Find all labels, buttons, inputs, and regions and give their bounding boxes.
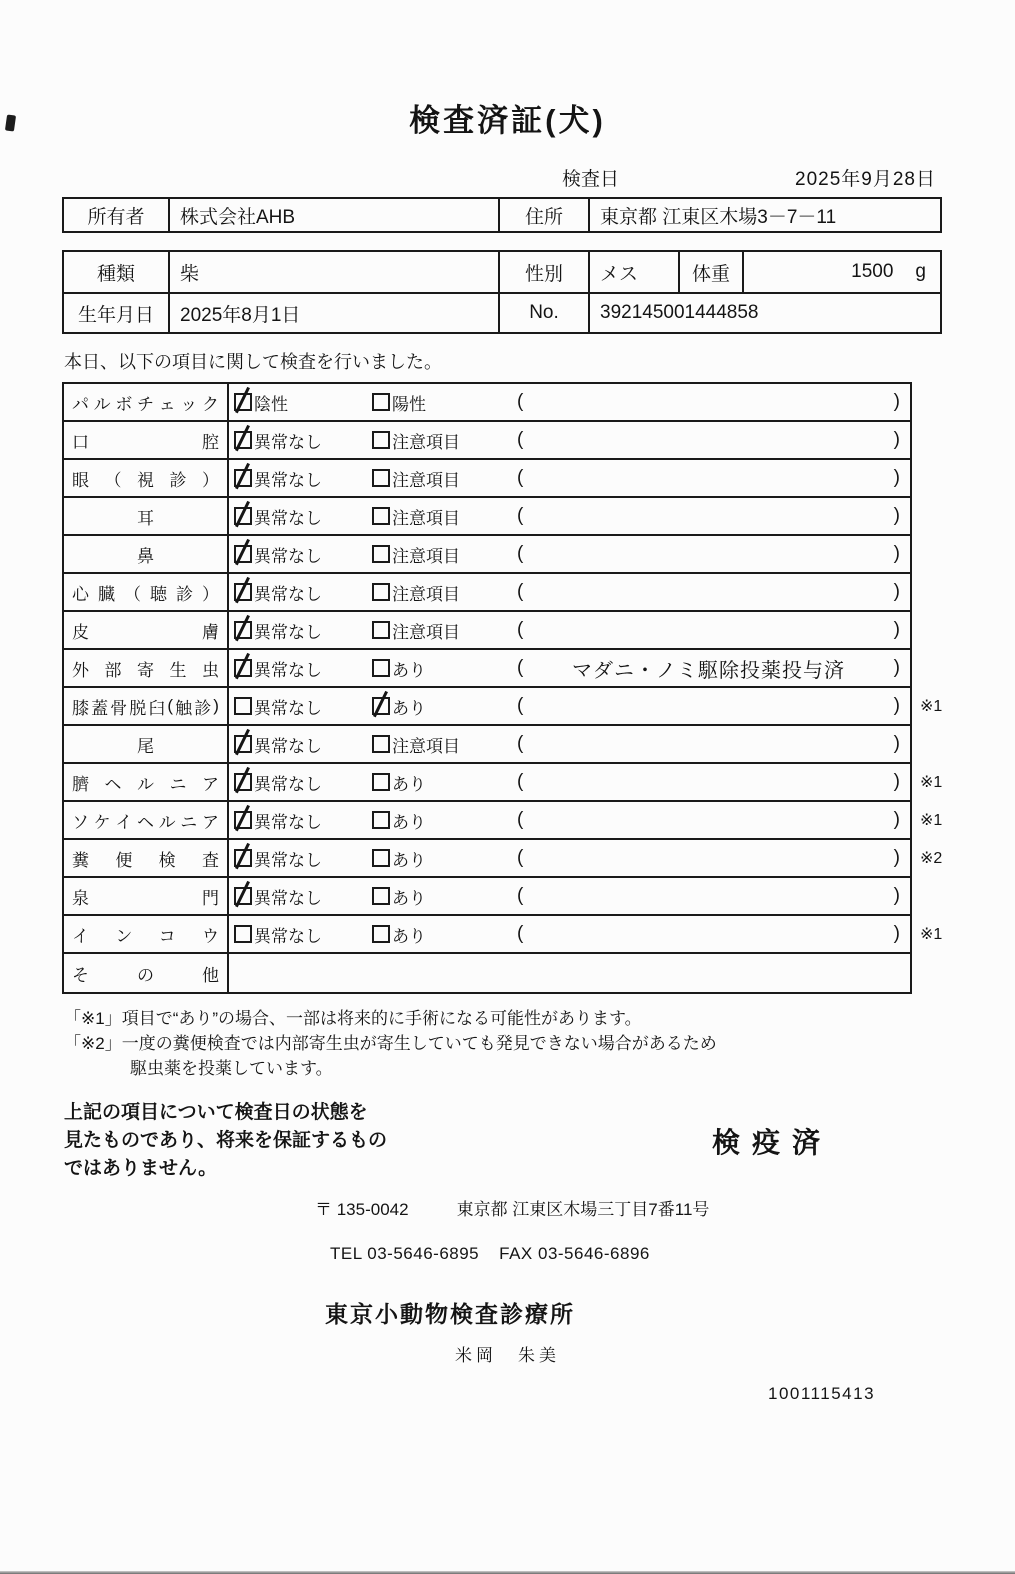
- inspection-option: [234, 428, 372, 453]
- sex-label: 性別: [498, 252, 588, 292]
- inspection-option: [234, 922, 372, 947]
- option-label: 異常なし: [254, 622, 322, 642]
- inspection-option: [234, 808, 372, 833]
- breed-value: 柴: [168, 252, 498, 292]
- checkbox-icon: [372, 507, 390, 525]
- option-label: 注意項目: [392, 546, 460, 566]
- open-paren: (: [517, 733, 524, 754]
- inspection-row: [64, 802, 943, 840]
- inspection-item-label: イ ン コ ウ: [64, 916, 229, 952]
- open-paren: (: [517, 581, 524, 602]
- option-label: 注意項目: [392, 736, 460, 756]
- inspection-note: [507, 612, 910, 648]
- inspection-options: [229, 916, 507, 952]
- open-paren: (: [517, 847, 524, 868]
- birth-label: 生年月日: [77, 304, 154, 326]
- checkbox-checked-icon: [234, 507, 252, 525]
- inspection-options: [229, 878, 507, 914]
- inspection-item-label: 泉 門: [64, 878, 229, 914]
- inspection-option: [372, 656, 426, 681]
- checkbox-checked-icon: [234, 735, 252, 753]
- checkbox-icon: [372, 849, 390, 867]
- option-label: 異常なし: [254, 774, 322, 794]
- inspection-note: [507, 726, 910, 762]
- open-paren: (: [517, 695, 524, 716]
- remark-marker: ※1: [920, 698, 943, 715]
- option-label: 注意項目: [392, 508, 460, 528]
- inspection-row: [64, 954, 910, 992]
- inspection-item-label: 口 腔: [64, 422, 229, 458]
- checkbox-checked-icon: [234, 887, 252, 905]
- inspection-row: [64, 574, 910, 612]
- intro-text: 本日、以下の項目に関して検査を行いました。: [64, 352, 442, 372]
- inspection-option: [234, 580, 372, 605]
- inspection-options: [229, 460, 507, 496]
- disclaimer-line-2: 見たものであり、将来を保証するもの: [64, 1130, 388, 1151]
- address-label: 住所: [498, 199, 588, 231]
- clinic-name: 東京小動物検査診療所: [325, 1301, 575, 1327]
- open-paren: (: [517, 771, 524, 792]
- owner-label: 所有者: [87, 206, 145, 228]
- option-label: 異常なし: [254, 508, 322, 528]
- checkbox-icon: [372, 659, 390, 677]
- inspection-table: [62, 382, 943, 994]
- inspection-date-value: 2025年9月28日: [795, 169, 936, 190]
- disclaimer-line-1: 上記の項目について検査日の状態を: [64, 1102, 368, 1123]
- checkbox-icon: [372, 887, 390, 905]
- inspection-option: [372, 618, 460, 643]
- inspection-options: [229, 574, 507, 610]
- disclaimer-line-3: ではありません。: [64, 1158, 218, 1179]
- dog-info-table: [62, 250, 942, 334]
- inspection-option: [234, 884, 372, 909]
- inspection-note: [507, 688, 910, 724]
- inspection-row: [64, 384, 910, 422]
- checkbox-icon: [234, 697, 252, 715]
- footnotes: [64, 1006, 1015, 1081]
- inspection-option: [372, 770, 426, 795]
- inspection-options: [229, 498, 507, 534]
- checkbox-icon: [372, 469, 390, 487]
- clinic-postal-code: 〒 135-0042: [315, 1200, 409, 1219]
- checkbox-checked-icon: [372, 697, 390, 715]
- sex-value: メス: [588, 252, 678, 292]
- no-value: 392145001444858: [588, 294, 940, 332]
- inspection-option: [234, 390, 372, 415]
- disclaimer-row: [64, 1099, 950, 1183]
- inspection-option: [372, 428, 460, 453]
- close-paren: ): [893, 885, 900, 906]
- inspection-row: [64, 460, 910, 498]
- checkbox-icon: [372, 735, 390, 753]
- option-label: 注意項目: [392, 470, 460, 490]
- option-label: 注意項目: [392, 622, 460, 642]
- inspection-options: [229, 764, 507, 800]
- inspection-note: [507, 878, 910, 914]
- inspection-option: [372, 846, 426, 871]
- footnote-2: 「※2」一度の糞便検査では内部寄生虫が寄生していても発見できない場合があるため: [64, 1034, 717, 1053]
- option-label: 陰性: [254, 394, 288, 414]
- open-paren: (: [517, 505, 524, 526]
- footnote-2-continued: 駆虫薬を投薬しています。: [130, 1059, 333, 1078]
- close-paren: ): [893, 695, 900, 716]
- open-paren: (: [517, 923, 524, 944]
- open-paren: (: [517, 619, 524, 640]
- inspection-options: [229, 802, 507, 838]
- option-label: 異常なし: [254, 660, 322, 680]
- close-paren: ): [893, 657, 900, 678]
- inspection-item-label: 耳: [64, 498, 229, 534]
- checkbox-checked-icon: [234, 773, 252, 791]
- open-paren: (: [517, 885, 524, 906]
- checkbox-checked-icon: [234, 469, 252, 487]
- close-paren: ): [893, 391, 900, 412]
- option-label: 陽性: [392, 394, 426, 414]
- remark-marker: ※1: [920, 812, 943, 829]
- option-label: 異常なし: [254, 926, 322, 946]
- inspection-option: [234, 846, 372, 871]
- inspection-note: [507, 650, 910, 686]
- checkbox-checked-icon: [234, 659, 252, 677]
- inspection-row: [64, 650, 910, 688]
- close-paren: ): [893, 619, 900, 640]
- inspection-rows: [64, 384, 943, 992]
- inspection-date-label: 検査日: [562, 169, 620, 190]
- inspection-item-label: 眼 （ 視 診 ）: [64, 460, 229, 496]
- inspection-note: [507, 916, 910, 952]
- close-paren: ): [893, 505, 900, 526]
- inspection-option: [234, 694, 372, 719]
- inspection-item-label: 糞 便 検 査: [64, 840, 229, 876]
- inspection-option: [372, 390, 426, 415]
- inspection-options: [229, 612, 507, 648]
- inspection-item-label: 外 部 寄 生 虫: [64, 650, 229, 686]
- inspection-options: [229, 954, 507, 992]
- option-label: 注意項目: [392, 432, 460, 452]
- clinic-fax: FAX 03-5646-6896: [499, 1244, 650, 1263]
- close-paren: ): [893, 581, 900, 602]
- inspection-option: [234, 466, 372, 491]
- inspection-note: [507, 422, 910, 458]
- inspection-note: [507, 498, 910, 534]
- inspection-row: [64, 916, 943, 954]
- inspection-row: [64, 878, 910, 916]
- checkbox-icon: [372, 925, 390, 943]
- no-label: No.: [498, 294, 588, 332]
- open-paren: (: [517, 391, 524, 412]
- inspection-options: [229, 536, 507, 572]
- close-paren: ): [893, 467, 900, 488]
- checkbox-checked-icon: [234, 431, 252, 449]
- checkbox-icon: [372, 431, 390, 449]
- inspection-option: [234, 656, 372, 681]
- birth-value: 2025年8月1日: [168, 294, 498, 332]
- option-label: 異常なし: [254, 698, 322, 718]
- inspection-option: [234, 618, 372, 643]
- inspection-date-row: [62, 164, 942, 191]
- inspection-note: [507, 574, 910, 610]
- checkbox-checked-icon: [234, 849, 252, 867]
- weight-unit: g: [915, 261, 926, 282]
- inspection-note: [507, 954, 910, 992]
- inspection-row: [64, 422, 910, 460]
- inspection-note: [507, 460, 910, 496]
- inspection-row: [64, 726, 910, 764]
- inspection-row: [64, 536, 910, 574]
- checkbox-icon: [234, 925, 252, 943]
- inspection-options: [229, 688, 507, 724]
- option-label: あり: [392, 660, 426, 680]
- open-paren: (: [517, 657, 524, 678]
- checkbox-checked-icon: [234, 621, 252, 639]
- document-title: 検査済証(犬): [409, 103, 606, 138]
- inspection-option: [234, 504, 372, 529]
- checkbox-checked-icon: [234, 811, 252, 829]
- option-label: あり: [392, 926, 426, 946]
- inspection-item-label: 心 臓 （ 聴 診 ）: [64, 574, 229, 610]
- breed-label: 種類: [96, 263, 135, 285]
- checkbox-icon: [372, 583, 390, 601]
- inspection-option: [372, 542, 460, 567]
- inspection-option: [372, 580, 460, 605]
- owner-value: 株式会社AHB: [168, 199, 498, 231]
- footnote-1: 「※1」項目で“あり”の場合、一部は将来的に手術になる可能性があります。: [64, 1009, 642, 1028]
- option-label: 異常なし: [254, 736, 322, 756]
- checkbox-icon: [372, 393, 390, 411]
- clinic-tel: TEL 03-5646-6895: [330, 1244, 480, 1263]
- close-paren: ): [893, 429, 900, 450]
- open-paren: (: [517, 467, 524, 488]
- remark-marker: ※1: [920, 774, 943, 791]
- disclaimer-text: [64, 1099, 494, 1183]
- option-label: あり: [392, 850, 426, 870]
- option-label: 注意項目: [392, 584, 460, 604]
- option-label: 異常なし: [254, 546, 322, 566]
- inspection-options: [229, 726, 507, 762]
- inspection-options: [229, 384, 507, 420]
- open-paren: (: [517, 543, 524, 564]
- option-label: 異常なし: [254, 812, 322, 832]
- clinic-address: 東京都 江東区木場三丁目7番11号: [456, 1200, 710, 1219]
- inspection-option: [372, 504, 460, 529]
- serial-number: 1001115413: [768, 1384, 876, 1403]
- open-paren: (: [517, 809, 524, 830]
- inspection-row: [64, 612, 910, 650]
- option-label: あり: [392, 888, 426, 908]
- close-paren: ): [893, 543, 900, 564]
- inspection-item-label: パ ル ボ チ ェ ッ ク: [64, 384, 229, 420]
- checkbox-checked-icon: [234, 545, 252, 563]
- checkbox-icon: [372, 621, 390, 639]
- inspection-item-label: ソ ケ イ ヘ ル ニ ア: [64, 802, 229, 838]
- inspection-item-label: 尾: [64, 726, 229, 762]
- inspection-options: [229, 650, 507, 686]
- inspection-option: [234, 732, 372, 757]
- inspection-option: [372, 884, 426, 909]
- weight-label: 体重: [678, 252, 742, 292]
- clinic-phone-row: [330, 1244, 1015, 1264]
- inspection-item-label: 皮 膚: [64, 612, 229, 648]
- checkbox-icon: [372, 811, 390, 829]
- inspection-option: [234, 542, 372, 567]
- address-value: 東京都 江東区木場3－7－11: [588, 199, 940, 231]
- inspection-option: [372, 808, 426, 833]
- inspection-option: [234, 770, 372, 795]
- inspection-row: [64, 764, 943, 802]
- inspection-item-label: 鼻: [64, 536, 229, 572]
- inspection-note: [507, 764, 910, 800]
- inspection-item-label: 膝 蓋 骨 脱 臼 ( 触 診 ): [64, 688, 229, 724]
- clinic-postal-row: [315, 1195, 1015, 1220]
- inspection-note: [507, 802, 910, 838]
- inspection-option: [372, 922, 426, 947]
- inspection-note: [507, 840, 910, 876]
- open-paren: (: [517, 429, 524, 450]
- inspection-row: [64, 840, 943, 878]
- inspection-options: [229, 422, 507, 458]
- option-label: 異常なし: [254, 584, 322, 604]
- option-label: あり: [392, 812, 426, 832]
- weight-cell: [742, 252, 940, 292]
- weight-value: 1500: [851, 261, 894, 282]
- remark-marker: ※2: [920, 850, 943, 867]
- inspection-options: [229, 840, 507, 876]
- close-paren: ): [893, 733, 900, 754]
- close-paren: ): [893, 809, 900, 830]
- inspection-item-label: そ の 他: [64, 954, 229, 992]
- option-label: 異常なし: [254, 432, 322, 452]
- remark-marker: ※1: [920, 926, 943, 943]
- inspection-option: [372, 732, 460, 757]
- checkbox-checked-icon: [234, 583, 252, 601]
- owner-table: [62, 197, 942, 233]
- inspection-option: [372, 466, 460, 491]
- inspection-note: [507, 384, 910, 420]
- inspection-item-label: 臍 ヘ ル ニ ア: [64, 764, 229, 800]
- close-paren: ): [893, 923, 900, 944]
- checkbox-icon: [372, 773, 390, 791]
- close-paren: ): [893, 771, 900, 792]
- inspection-note-text: マダニ・ノミ駆除投薬投与済: [572, 659, 845, 682]
- inspection-row: [64, 498, 910, 536]
- option-label: あり: [392, 774, 426, 794]
- close-paren: ): [893, 847, 900, 868]
- inspection-note: [507, 536, 910, 572]
- checkbox-icon: [372, 545, 390, 563]
- quarantine-stamp: 検疫済: [711, 1127, 832, 1158]
- option-label: あり: [392, 698, 426, 718]
- option-label: 異常なし: [254, 850, 322, 870]
- inspection-option: [372, 694, 426, 719]
- inspection-row: [64, 688, 943, 726]
- clinic-representative: 米岡 朱美: [455, 1346, 560, 1365]
- option-label: 異常なし: [254, 888, 322, 908]
- option-label: 異常なし: [254, 470, 322, 490]
- checkbox-checked-icon: [234, 393, 252, 411]
